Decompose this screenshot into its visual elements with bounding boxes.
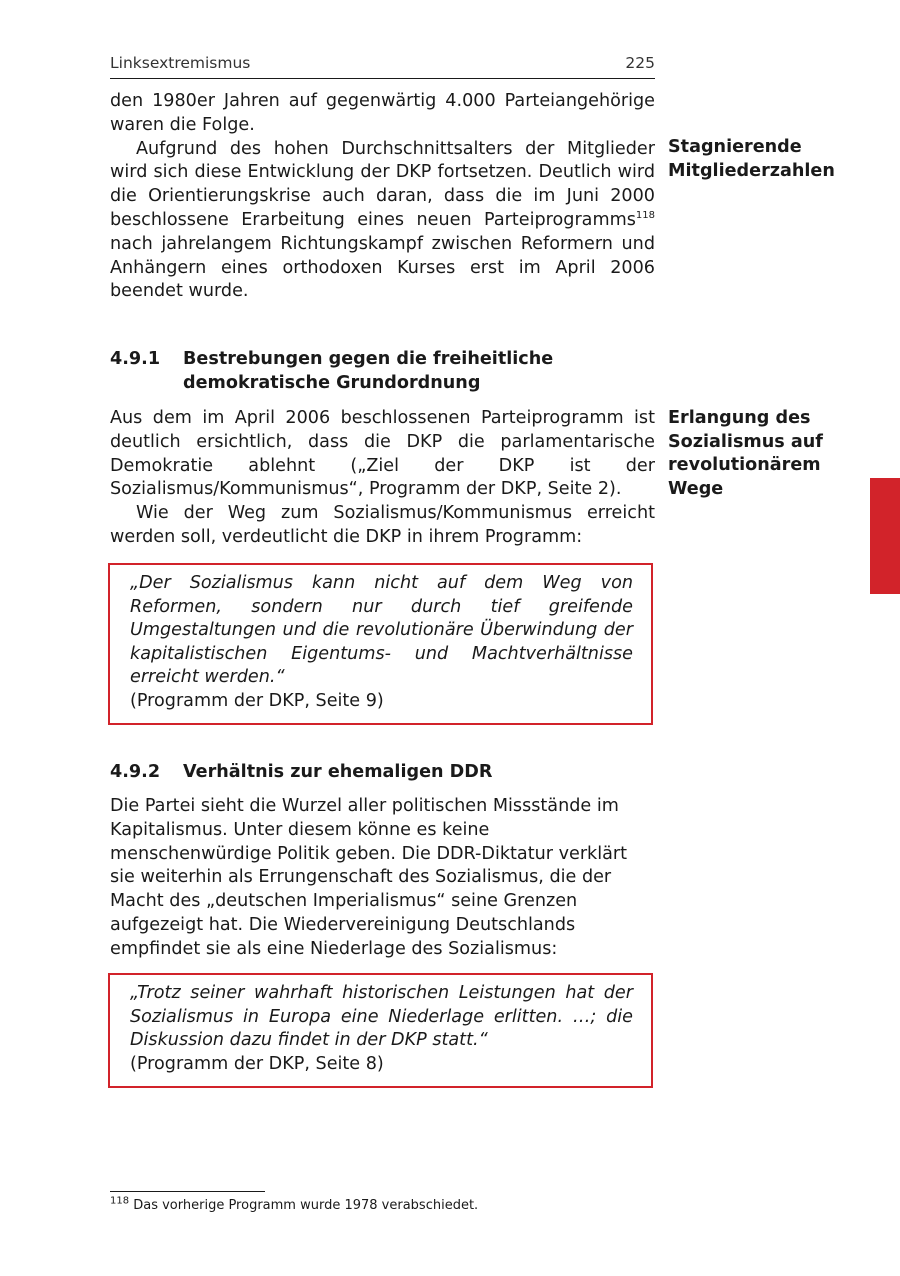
section-491-text	[110, 407, 655, 550]
paragraph-membership-end: nach jahrelangem Richtungskampf zwischen Reformern und Anhängern eines orthodoxen Kurses erst im April 2006 beendet wurde.	[110, 233, 655, 302]
section-491-paragraph-1: Aus dem im April 2006 beschlossenen Parteiprogramm ist deutlich ersichtlich, dass die DKP die parlamentarische Demokratie ablehnt („Ziel der DKP ist der Sozialismus/Kommunismus“, Programm der DKP, Seite 2).	[110, 408, 655, 500]
section-492-paragraph-1: Die Partei sieht die Wurzel aller politischen Missstände im Kapitalismus. Unter diesem könne es keine menschenwürdige Politik geben. Die DDR-Diktatur verklärt sie weiterhin als Errungenschaft des Sozialismus, die der Macht des „deutschen Imperialismus“ seine Grenzen aufgezeigt hat. Die Wiedervereinigung Deutschlands empfindet sie als eine Niederlage des Sozialismus:	[110, 796, 628, 959]
quote-ddr-text: „Trotz seiner wahrhaft historischen Leistungen hat der Sozialismus in Europa eine Niederlage erlitten. …; die Diskussion dazu findet in der DKP statt.“	[130, 983, 633, 1050]
quote-ddr-source: (Programm der DKP, Seite 8)	[130, 1053, 384, 1074]
quote-reform-text: „Der Sozialismus kann nicht auf dem Weg von Reformen, sondern nur durch tief greifende Umgestaltungen und die revolutionäre Überwindung der kapitalistischen Eigentums- und Machtverhältnisse erreicht werden.“	[130, 573, 633, 687]
section-491-title: Bestrebungen gegen die freiheitliche demokratische Grundordnung	[183, 349, 554, 393]
footnote	[110, 1197, 478, 1214]
running-header-title: Linksextremismus	[110, 54, 251, 72]
margin-note-revolution: Erlangung des Sozialismus auf revolutionärem Wege	[668, 408, 823, 499]
chapter-tab-marker	[870, 478, 900, 594]
section-491-number: 4.9.1	[110, 349, 161, 369]
footnote-text: Das vorherige Programm wurde 1978 verabschiedet.	[129, 1198, 479, 1213]
footnote-divider	[110, 1191, 265, 1192]
page-number: 225	[625, 54, 655, 72]
section-492-number: 4.9.2	[110, 762, 161, 782]
section-491-paragraph-2: Wie der Weg zum Sozialismus/Kommunismus erreicht werden soll, verdeutlicht die DKP in ihrem Programm:	[110, 503, 655, 547]
running-header	[110, 54, 655, 79]
quote-reform-source: (Programm der DKP, Seite 9)	[130, 690, 384, 711]
footnote-number: 118	[110, 1195, 130, 1207]
paragraph-membership-text: Aufgrund des hohen Durchschnittsalters der Mitglieder wird sich diese Entwicklung der DKP fortsetzen. Deutlich wird die Orientierungskrise auch daran, dass die im Juni 2000 beschlossene Erarbeitung eines neuen Parteiprogramms	[110, 138, 655, 230]
margin-note-membership: Stagnierende Mitgliederzahlen	[668, 137, 835, 181]
section-492-text	[110, 795, 650, 962]
quote-box-ddr	[108, 973, 653, 1088]
quote-box-reform	[108, 563, 653, 725]
section-492-title: Verhältnis zur ehemaligen DDR	[183, 762, 493, 782]
paragraph-continued: den 1980er Jahren auf gegenwärtig 4.000 Parteiangehörige waren die Folge.	[110, 91, 655, 135]
paragraph-membership	[110, 138, 655, 305]
footnote-reference[interactable]: 118	[635, 210, 655, 222]
intro-text	[110, 90, 655, 304]
